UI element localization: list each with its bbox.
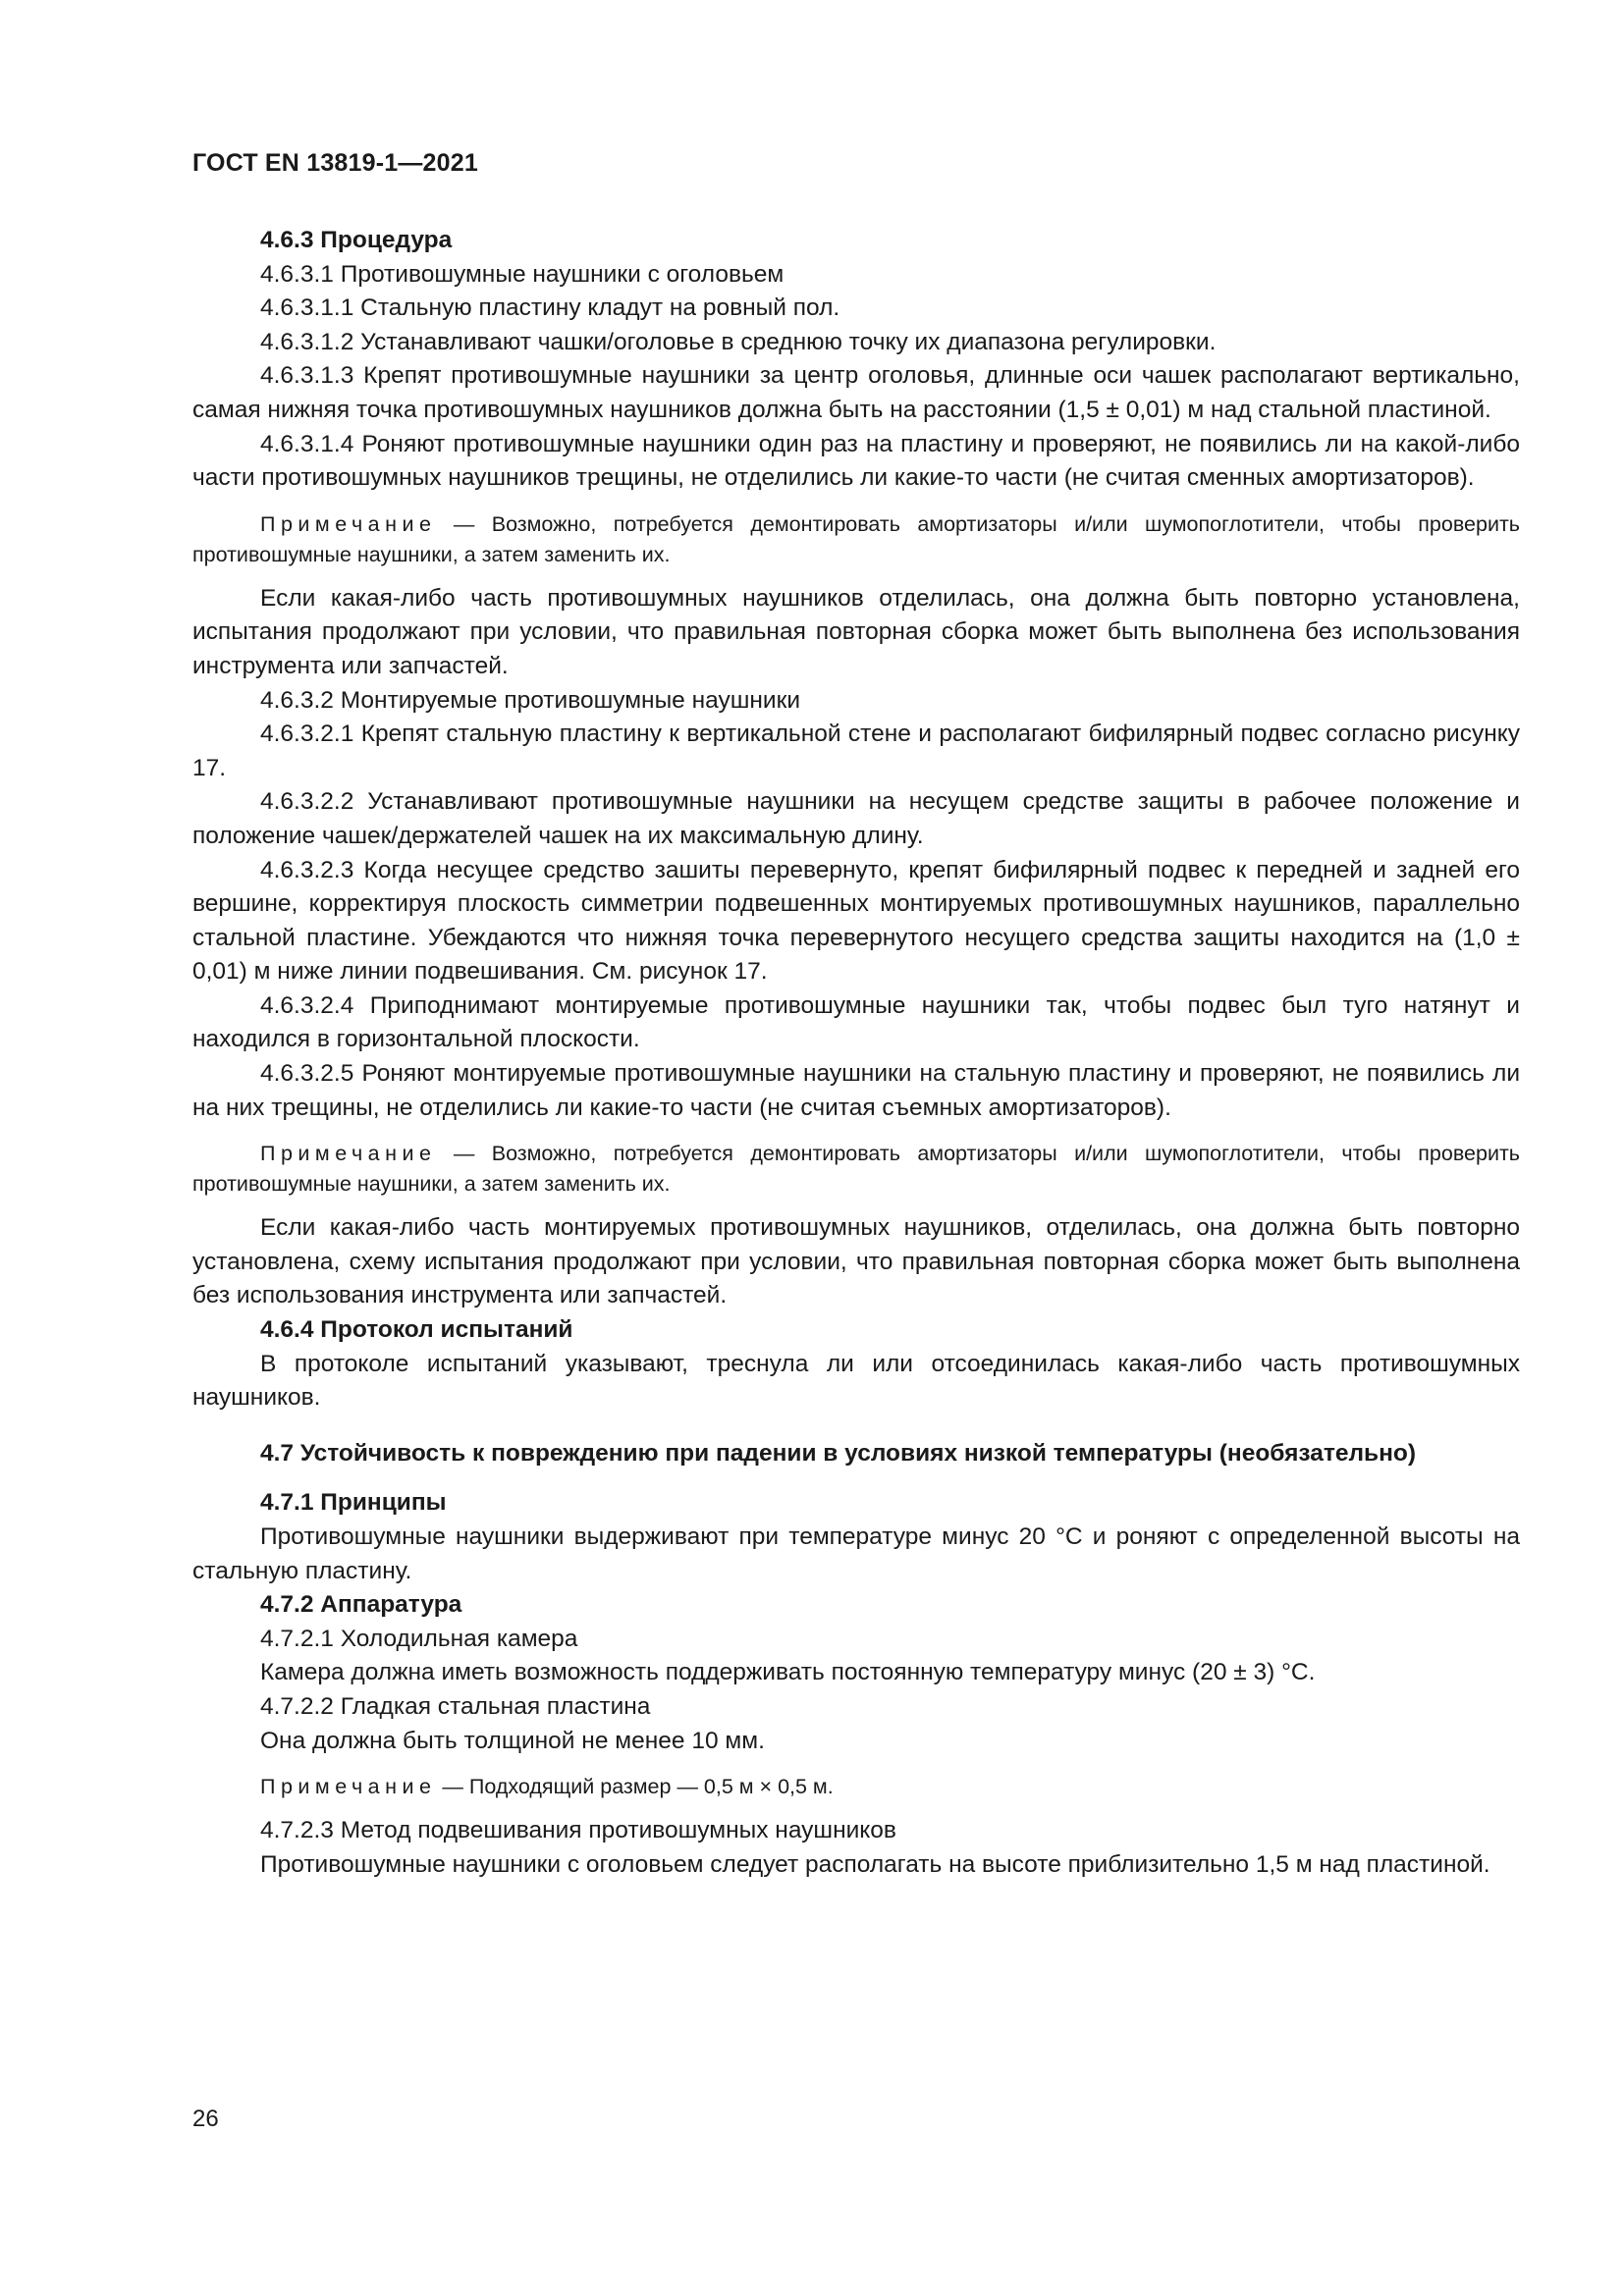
note-1 <box>192 509 1520 570</box>
paragraph-4-7-2-2: 4.7.2.2 Гладкая стальная пластина <box>260 1692 651 1720</box>
heading-4-6-4: 4.6.4 Протокол испытаний <box>260 1316 573 1344</box>
paragraph-4-6-3-1-2: 4.6.3.1.2 Устанавливают чашки/оголовье в среднюю точку их диапазона регулировки. <box>260 328 1217 355</box>
paragraph-4-6-3-2-1: 4.6.3.2.1 Крепят стальную пластину к вертикальной стене и располагают бифилярный подвес согласно рисунку 17. <box>192 721 1520 781</box>
heading-4-7-2: 4.7.2 Аппаратура <box>260 1591 462 1619</box>
heading-4-7: 4.7 Устойчивость к повреждению при падении в условиях низкой температуры (необязательно) <box>260 1439 1417 1467</box>
note-label: Примечание <box>260 1775 437 1799</box>
paragraph-4-6-3-2: 4.6.3.2 Монтируемые противошумные наушники <box>260 686 801 714</box>
paragraph-4-6-3-2-5: 4.6.3.2.5 Роняют монтируемые противошумные наушники на стальную пластину и проверяют, не появились ли на них трещины, не отделились ли какие-то части (не считая съемных амортизаторов). <box>192 1060 1520 1121</box>
paragraph-4-6-3-2-2: 4.6.3.2.2 Устанавливают противошумные наушники на несущем средстве защиты в рабочее положение и положение чашек/держателей чашек на их максимальную длину. <box>192 788 1520 849</box>
paragraph-4-7-2-3-text: Противошумные наушники с оголовьем следует располагать на высоте приблизительно 1,5 м над пластиной. <box>260 1850 1490 1878</box>
paragraph-4-6-3-1-1: 4.6.3.1.1 Стальную пластину кладут на ровный пол. <box>260 294 840 322</box>
note-label: Примечание <box>260 511 437 536</box>
note-text: — Подходящий размер — 0,5 м × 0,5 м. <box>436 1775 834 1799</box>
paragraph-4-6-3-2-4: 4.6.3.2.4 Приподнимают монтируемые противошумные наушники так, чтобы подвес был туго натянут и находился в горизонтальной плоскости. <box>192 991 1520 1053</box>
paragraph-4-6-4: В протоколе испытаний указывают, треснула ли или отсоединилась какая-либо часть противошумных наушников. <box>192 1350 1520 1412</box>
note-3 <box>192 1772 1520 1802</box>
paragraph-4-6-3-2-3: 4.6.3.2.3 Когда несущее средство зашиты перевернуто, крепят бифилярный подвес к передней и задней его вершине, корректируя плоскость симметрии подвешенных монтируемых противошумных наушников, параллельно стальной пластине. Убеждаются что нижняя точка перевернутого несущего средства защиты находится на (1,0 ± 0,01) м ниже линии подвешивания. См. рисунок 17. <box>192 856 1520 986</box>
paragraph-4-7-1: Противошумные наушники выдерживают при температуре минус 20 °С и роняют с определенной высоты на стальную пластину. <box>192 1523 1520 1584</box>
paragraph-4-7-2-1-text: Камера должна иметь возможность поддерживать постоянную температуру минус (20 ± 3) °С. <box>260 1659 1316 1686</box>
paragraph-4-7-2-3: 4.7.2.3 Метод подвешивания противошумных наушников <box>260 1817 896 1844</box>
heading-4-7-1: 4.7.1 Принципы <box>260 1489 447 1517</box>
note-label: Примечание <box>260 1142 437 1166</box>
note-text: — Возможно, потребуется демонтировать амортизаторы и/или шумопоглотители, чтобы проверить противошумные наушники, а затем заменить их. <box>192 1142 1520 1197</box>
paragraph-after-note-2: Если какая-либо часть монтируемых противошумных наушников, отделилась, она должна быть повторно установлена, схему испытания продолжают при условии, что правильная повторная сборка может быть выполнена без использования инструмента или запчастей. <box>192 1214 1520 1309</box>
note-text: — Возможно, потребуется демонтировать амортизаторы и/или шумопоглотители, чтобы проверить противошумные наушники, а затем заменить их. <box>192 511 1520 566</box>
paragraph-4-7-2-2-text: Она должна быть толщиной не менее 10 мм. <box>260 1727 765 1754</box>
paragraph-after-note-1: Если какая-либо часть противошумных наушников отделилась, она должна быть повторно установлена, испытания продолжают при условии, что правильная повторная сборка может быть выполнена без использования инструмента или запчастей. <box>192 584 1520 679</box>
paragraph-4-7-2-1: 4.7.2.1 Холодильная камера <box>260 1625 578 1652</box>
paragraph-4-6-3-1-4: 4.6.3.1.4 Роняют противошумные наушники один раз на пластину и проверяют, не появились ли на какой-либо части противошумных наушников трещины, не отделились ли какие-то части (не считая сменных амортизаторов). <box>192 430 1520 492</box>
paragraph-4-6-3-1: 4.6.3.1 Противошумные наушники с оголовьем <box>260 260 785 288</box>
note-2 <box>192 1139 1520 1200</box>
heading-4-6-3: 4.6.3 Процедура <box>260 227 453 253</box>
document-body <box>192 224 1520 1882</box>
page-number: 26 <box>192 2106 219 2132</box>
paragraph-4-6-3-1-3: 4.6.3.1.3 Крепят противошумные наушники за центр оголовья, длинные оси чашек располагают вертикально, самая нижняя точка противошумных наушников должна быть на расстоянии (1,5 ± 0,01) м над стальной пластиной. <box>192 362 1520 423</box>
document-header: ГОСТ EN 13819-1—2021 <box>192 149 478 177</box>
